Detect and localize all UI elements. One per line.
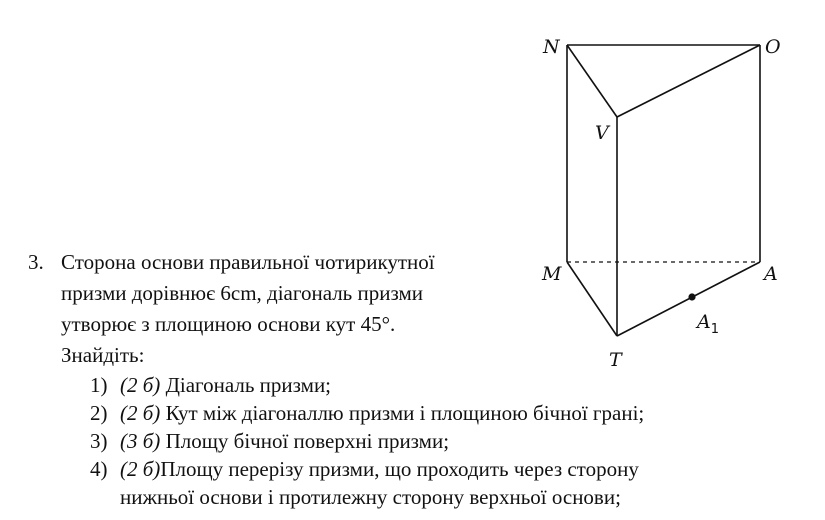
problem-text — [61, 247, 541, 371]
edge-MT — [567, 262, 617, 336]
label-M: M — [542, 263, 562, 285]
task-text: Кут між діагоналлю призми і площиною бічної грані; — [160, 401, 645, 425]
task-number: 1) — [90, 373, 108, 397]
task-item — [90, 399, 810, 427]
task-text: Площу бічної поверхні призми; — [160, 429, 450, 453]
task-number: 2) — [90, 401, 108, 425]
problem-line: утворює з площиною основи кут 45°. — [61, 312, 396, 336]
edge-VO — [617, 45, 760, 117]
task-item — [90, 455, 810, 511]
task-item — [90, 427, 810, 455]
task-list — [90, 371, 810, 511]
label-A1-subscript: 1 — [710, 322, 720, 337]
task-points: (3 б) — [120, 429, 161, 453]
edge-TA — [617, 262, 760, 336]
problem-line: призми дорівнює 6cm, діагональ призми — [61, 281, 424, 305]
label-V: V — [595, 122, 609, 144]
label-N: N — [543, 36, 560, 58]
task-text: Площу перерізу призми, що проходить через сторону — [160, 457, 639, 481]
task-text-continuation: нижньої основи і протилежну сторону верхньої основи; — [120, 485, 621, 509]
task-points: (2 б) — [120, 401, 161, 425]
task-text: Діагональ призми; — [160, 373, 332, 397]
point-A1 — [688, 293, 695, 300]
problem-line: Знайдіть: — [61, 343, 145, 367]
label-A: A — [764, 263, 778, 285]
task-points: (2 б) — [120, 373, 161, 397]
problem-number: 3. — [28, 250, 44, 274]
label-O: O — [765, 36, 781, 58]
task-number: 3) — [90, 429, 108, 453]
problem-line: Сторона основи правильної чотирикутної — [61, 250, 435, 274]
task-points: (2 б) — [120, 457, 161, 481]
label-A1 — [695, 311, 719, 337]
task-number: 4) — [90, 457, 108, 481]
edge-NV — [567, 45, 617, 117]
task-item — [90, 371, 810, 399]
label-A1-main: A — [697, 311, 711, 333]
label-T: T — [609, 349, 622, 371]
